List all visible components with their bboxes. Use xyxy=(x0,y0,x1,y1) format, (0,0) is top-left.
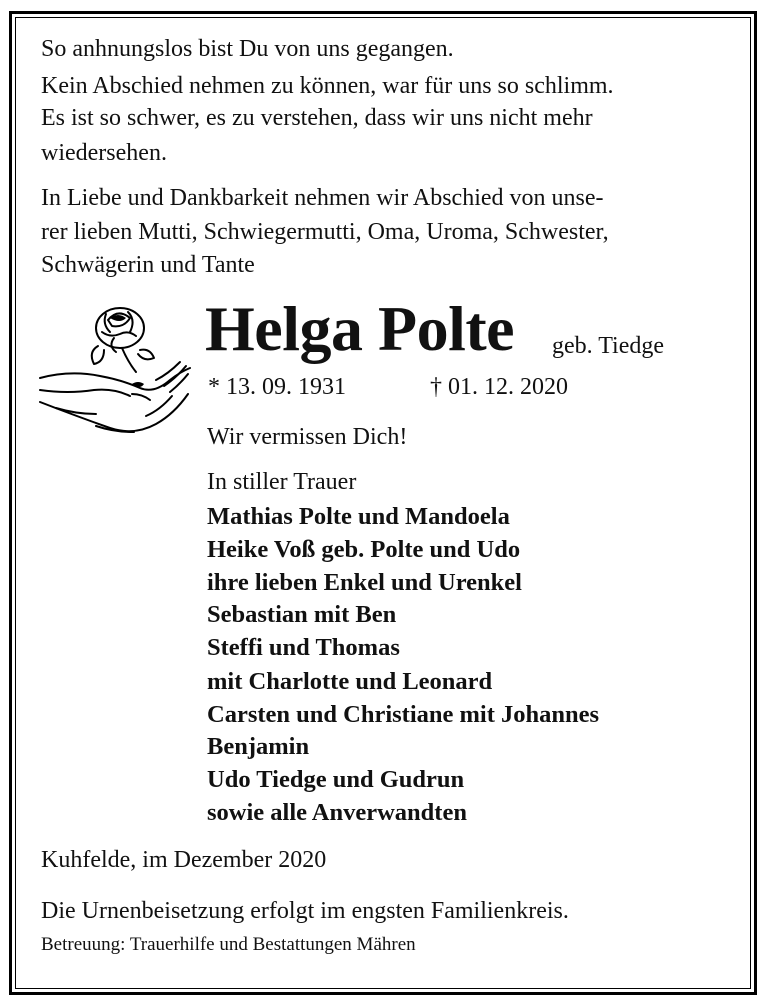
mourner-line: Heike Voß geb. Polte und Udo xyxy=(207,536,521,563)
burial-note: Die Urnenbeisetzung erfolgt im engsten Familienkreis. xyxy=(41,898,569,924)
poem-line-4: wiedersehen. xyxy=(41,140,167,166)
mourner-line: Carsten und Christiane mit Johannes xyxy=(207,701,600,728)
birth-date: * 13. 09. 1931 xyxy=(208,374,346,400)
mourner-line: Benjamin xyxy=(207,733,310,760)
place-date: Kuhfelde, im Dezember 2020 xyxy=(41,847,327,873)
intro-line-2: rer lieben Mutti, Schwiegermutti, Oma, Uroma, Schwester, xyxy=(41,219,609,245)
rose-in-hands-icon xyxy=(36,298,196,443)
death-date: † 01. 12. 2020 xyxy=(430,374,568,400)
deceased-name: Helga Polte xyxy=(205,293,515,364)
mourning-label: In stiller Trauer xyxy=(207,469,357,495)
mourner-line: Steffi und Thomas xyxy=(207,634,400,661)
intro-line-1: In Liebe und Dankbarkeit nehmen wir Abschied von unse- xyxy=(41,185,604,211)
poem-line-1: So anhnungslos bist Du von uns gegangen. xyxy=(41,36,454,62)
mourner-line: Udo Tiedge und Gudrun xyxy=(207,766,465,793)
mourner-line: ihre lieben Enkel und Urenkel xyxy=(207,569,522,596)
mourner-line: Mathias Polte und Mandoela xyxy=(207,503,510,530)
intro-line-3: Schwägerin und Tante xyxy=(41,252,255,278)
mourner-line: sowie alle Anverwandten xyxy=(207,799,467,826)
memorial-message: Wir vermissen Dich! xyxy=(207,424,408,450)
poem-line-2: Kein Abschied nehmen zu können, war für uns so schlimm. xyxy=(41,73,614,99)
maiden-name: geb. Tiedge xyxy=(552,333,665,359)
poem-line-3: Es ist so schwer, es zu verstehen, dass wir uns nicht mehr xyxy=(41,105,593,131)
mourner-line: Sebastian mit Ben xyxy=(207,601,397,628)
care-note: Betreuung: Trauerhilfe und Bestattungen Mähren xyxy=(41,934,416,955)
mourner-line: mit Charlotte und Leonard xyxy=(207,668,493,695)
